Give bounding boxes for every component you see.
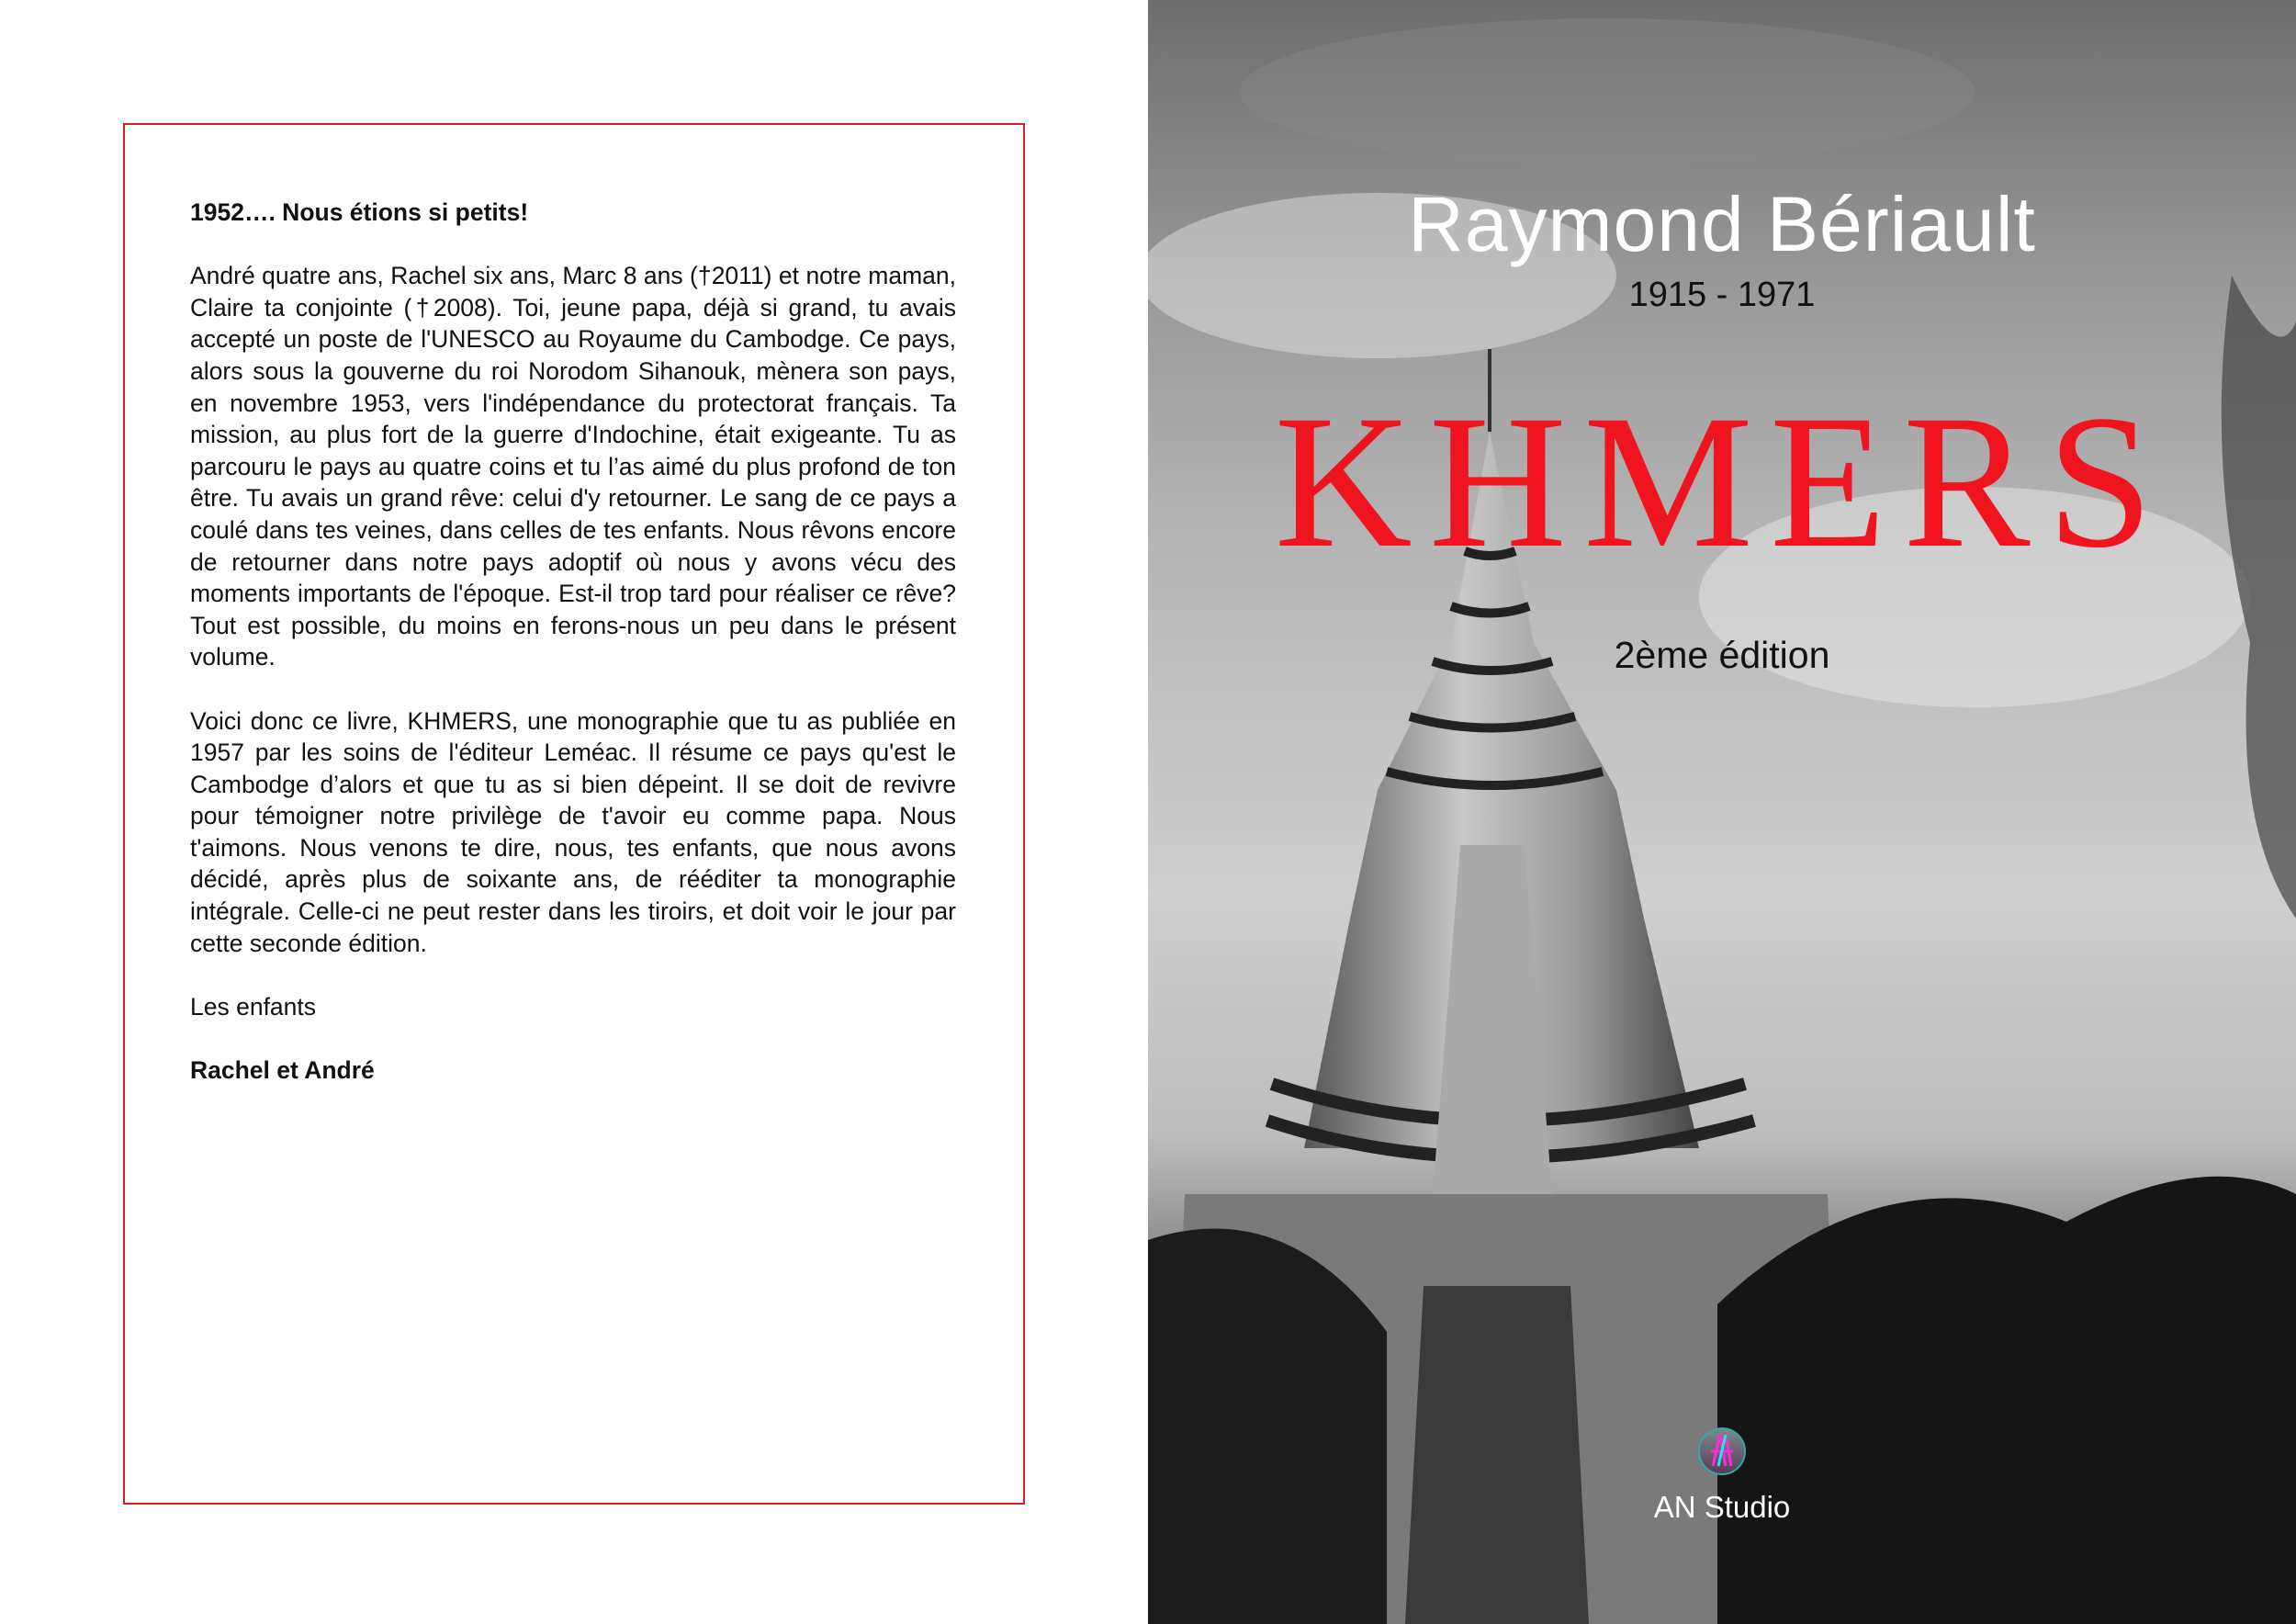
author-name: Raymond Bériault [1408,181,2036,267]
publisher-logo-icon [1698,1427,1746,1475]
dedication-heading: 1952…. Nous étions si petits! [190,198,529,226]
front-cover [1148,0,2296,1624]
dedication-text [190,197,956,1118]
author-years: 1915 - 1971 [1628,276,1816,314]
signoff: Les enfants [190,992,317,1021]
edition-label: 2ème édition [1614,634,1830,676]
publisher-name: AN Studio [1653,1490,1791,1524]
paragraph: Voici donc ce livre, KHMERS, une monographie que tu as publiée en 1957 par les soins de l'éditeur Leméac. Il résume ce pays qu'est le Cambodge d’alors et que tu as si bien dépeint. Il se doit de revivre pour témoigner notre privilège de t'avoir eu comme papa. Nous t'aimons. Nous venons te dire, nous, tes enfants, que nous avons décidé, après plus de soixante ans, de rééditer ta monographie intégrale. Celle-ci ne peut rester dans les tiroirs, et doit voir le jour par cette seconde édition. [190,706,956,957]
book-title: KHMERS [1274,376,2170,587]
paragraph: André quatre ans, Rachel six ans, Marc 8 ans (†2011) et notre maman, Claire ta conjointe (†2008). Toi, jeune papa, déjà si grand, tu avais accepté un poste de l'UNESCO au Royaume du Cambodge. Ce pays, alors sous la gouverne du roi Norodom Sihanouk, mènera son pays, en novembre 1953, vers l'indépendance du protectorat français. Ta mission, au plus fort de la guerre d'Indochine, était exigeante. Tu as parcouru le pays au quatre coins et tu l’as aimé du plus profond de ton être. Tu avais un grand rêve: celui d'y retourner. Le sang de ce pays a coulé dans tes veines, dans celles de tes enfants. Nous rêvons encore de retourner dans notre pays adoptif où nous y avons vécu des moments importants de l'époque. Est-il trop tard pour réaliser ce rêve? Tout est possible, du moins en ferons-nous un peu dans le présent volume. [190,262,956,671]
signature: Rachel et André [190,1056,375,1085]
